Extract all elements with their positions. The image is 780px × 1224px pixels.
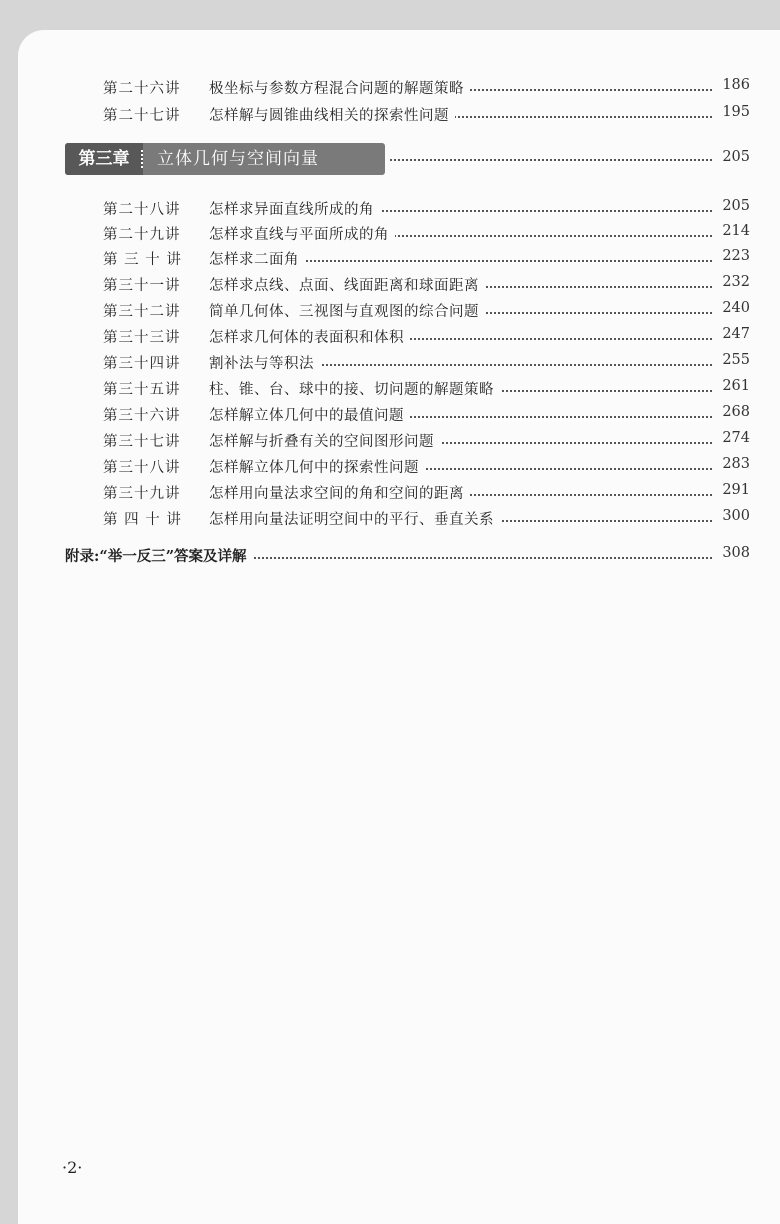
page-number: 195 — [712, 104, 750, 120]
page-number: 232 — [712, 274, 750, 290]
lecture-number: 第二十六讲 — [103, 81, 181, 97]
page-number: 291 — [712, 482, 750, 498]
page-number: 261 — [712, 378, 750, 394]
toc-entry[interactable] — [0, 479, 780, 505]
toc-entry[interactable] — [0, 271, 780, 297]
lecture-number: 第三十一讲 — [103, 278, 181, 294]
lecture-number: 第三十三讲 — [103, 330, 181, 346]
entry-title: 怎样用向量法证明空间中的平行、垂直关系 — [209, 508, 500, 529]
entry-title: 怎样解与折叠有关的空间图形问题 — [209, 430, 440, 451]
entry-title: 割补法与等积法 — [209, 352, 320, 373]
lecture-number: 第 四 十 讲 — [103, 512, 182, 528]
toc-entry[interactable] — [0, 195, 780, 221]
lecture-number: 第三十二讲 — [103, 304, 181, 320]
lecture-number: 第二十九讲 — [103, 227, 181, 243]
chapter-banner — [65, 143, 385, 175]
lecture-number: 第 三 十 讲 — [103, 252, 182, 268]
lecture-number: 第三十九讲 — [103, 486, 181, 502]
toc-entry[interactable] — [0, 349, 780, 375]
lecture-number: 第三十五讲 — [103, 382, 181, 398]
page-number: 300 — [712, 508, 750, 524]
lecture-number: 第二十七讲 — [103, 108, 181, 124]
banner-divider — [141, 150, 151, 168]
toc-entry[interactable] — [0, 323, 780, 349]
chapter-number: 第三章 — [65, 143, 143, 175]
toc-entry[interactable] — [0, 453, 780, 479]
chapter-title: 立体几何与空间向量 — [157, 149, 319, 169]
toc-entry[interactable] — [0, 505, 780, 531]
toc-entry[interactable] — [0, 74, 780, 100]
entry-title: 柱、锥、台、球中的接、切问题的解题策略 — [209, 378, 500, 399]
entry-title: 怎样解与圆锥曲线相关的探索性问题 — [209, 104, 455, 125]
page-number: 268 — [712, 404, 750, 420]
page-number: 308 — [712, 545, 750, 561]
appendix-title: 附录:“举一反三”答案及详解 — [65, 545, 253, 566]
page-number: 214 — [712, 223, 750, 239]
toc-entry[interactable] — [0, 245, 780, 271]
entry-title: 怎样用向量法求空间的角和空间的距离 — [209, 482, 470, 503]
toc-entry[interactable] — [0, 297, 780, 323]
page-number: 255 — [712, 352, 750, 368]
entry-title: 怎样求直线与平面所成的角 — [209, 223, 395, 244]
entry-title: 怎样求点线、点面、线面距离和球面距离 — [209, 274, 485, 295]
page-folio: ·2· — [62, 1158, 83, 1177]
entry-title: 简单几何体、三视图与直观图的综合问题 — [209, 300, 485, 321]
chapter-heading[interactable] — [0, 140, 780, 180]
lecture-number: 第三十八讲 — [103, 460, 181, 476]
toc-entry[interactable] — [0, 375, 780, 401]
lecture-number: 第三十七讲 — [103, 434, 181, 450]
toc-entry[interactable] — [0, 220, 780, 246]
entry-title: 怎样求几何体的表面积和体积 — [209, 326, 410, 347]
toc-appendix-entry[interactable] — [0, 542, 780, 568]
lecture-number: 第三十四讲 — [103, 356, 181, 372]
toc-entry[interactable] — [0, 101, 780, 127]
page-number: 186 — [712, 77, 750, 93]
dot-leader — [390, 159, 728, 161]
entry-title: 怎样求二面角 — [209, 248, 305, 269]
entry-title: 极坐标与参数方程混合问题的解题策略 — [209, 77, 470, 98]
toc-entry[interactable] — [0, 401, 780, 427]
page-number: 274 — [712, 430, 750, 446]
toc-entry[interactable] — [0, 427, 780, 453]
page-number: 283 — [712, 456, 750, 472]
entry-title: 怎样解立体几何中的探索性问题 — [209, 456, 425, 477]
page-number: 247 — [712, 326, 750, 342]
page-number: 240 — [712, 300, 750, 316]
entry-title: 怎样解立体几何中的最值问题 — [209, 404, 410, 425]
entry-title: 怎样求异面直线所成的角 — [209, 198, 380, 219]
lecture-number: 第三十六讲 — [103, 408, 181, 424]
page-number: 205 — [712, 198, 750, 214]
page-number: 223 — [712, 248, 750, 264]
lecture-number: 第二十八讲 — [103, 202, 181, 218]
page-number: 205 — [712, 149, 750, 165]
